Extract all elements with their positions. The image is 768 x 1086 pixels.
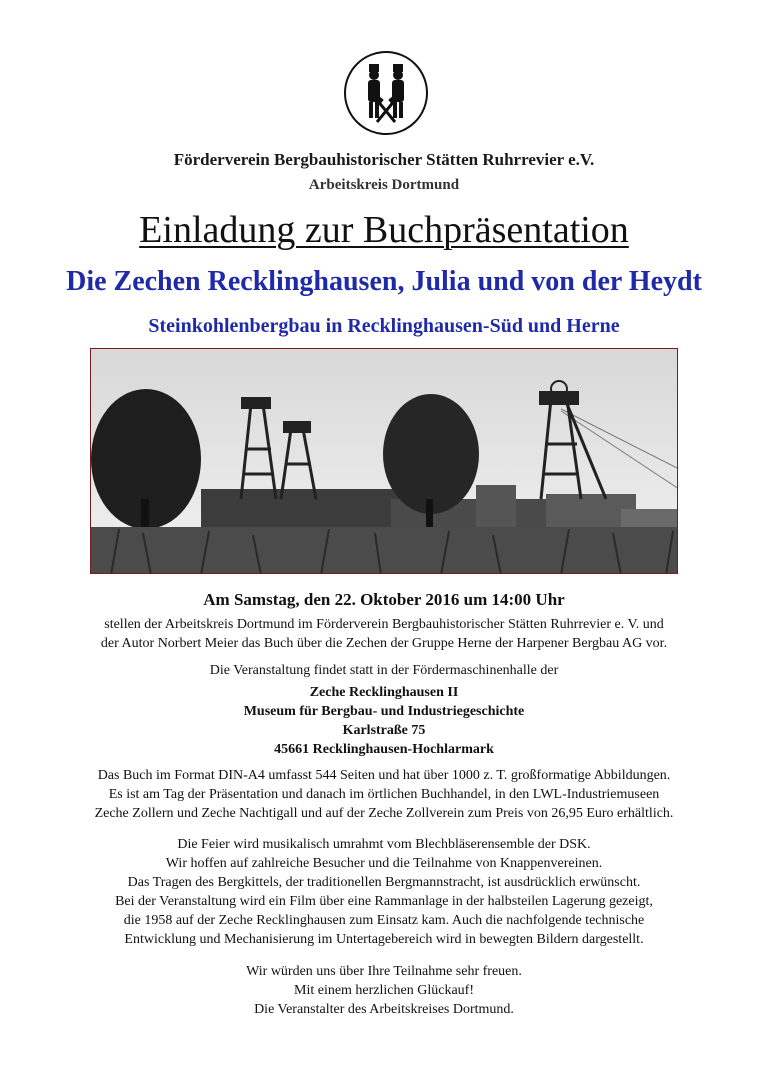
closing-line: Mit einem herzlichen Glückauf! bbox=[294, 983, 474, 998]
book-info-line: Das Buch im Format DIN-A4 umfasst 544 Seiten und hat über 1000 z. T. großformatige Abbildungen. bbox=[97, 768, 671, 783]
program-line: die 1958 auf der Zeche Recklinghausen zum Einsatz kam. Auch die nachfolgende technische bbox=[123, 913, 645, 928]
working-group-name: Arbeitskreis Dortmund bbox=[308, 177, 460, 193]
program-line: Die Feier wird musikalisch umrahmt vom Blechbläserensemble der DSK. bbox=[177, 837, 591, 852]
closing-remarks bbox=[0, 962, 768, 1019]
miners-emblem-icon bbox=[343, 50, 429, 136]
program-line: Entwicklung und Mechanisierung im Untertagebereich wird in bewegten Bildern dargestellt. bbox=[124, 932, 644, 947]
venue-intro: Die Veranstaltung findet statt in der Fördermaschinenhalle der bbox=[209, 663, 559, 678]
program-line: Das Tragen des Bergkittels, der traditionellen Bergmannstracht, ist ausdrücklich erwünscht. bbox=[127, 875, 641, 890]
program-line: Wir hoffen auf zahlreiche Besucher und die Teilnahme von Knappenvereinen. bbox=[165, 856, 603, 871]
venue-line: Karlstraße 75 bbox=[342, 723, 426, 738]
book-info-line: Zeche Zollern und Zeche Nachtigall und auf der Zeche Zollverein zum Preis von 26,95 Euro erhältlich. bbox=[94, 806, 674, 821]
venue-line: 45661 Recklinghausen-Hochlarmark bbox=[274, 742, 494, 757]
program-info bbox=[0, 835, 768, 949]
intro-line: der Autor Norbert Meier das Buch über die Zechen der Gruppe Herne der Harpener Bergbau AG vor. bbox=[100, 636, 668, 651]
venue-address bbox=[0, 683, 768, 759]
intro-line: stellen der Arbeitskreis Dortmund im Förderverein Bergbauhistorischer Stätten Ruhrrevier e. V. und bbox=[104, 617, 664, 632]
organization-name: Förderverein Bergbauhistorischer Stätten Ruhrrevier e.V. bbox=[173, 150, 595, 169]
page-title: Einladung zur Buchpräsentation bbox=[139, 209, 629, 251]
event-intro bbox=[0, 615, 768, 653]
book-subtitle: Steinkohlenbergbau in Recklinghausen-Süd und Herne bbox=[148, 315, 620, 337]
venue-line: Museum für Bergbau- und Industriegeschichte bbox=[243, 704, 525, 719]
book-title: Die Zechen Recklinghausen, Julia und von der Heydt bbox=[66, 266, 702, 297]
colliery-headframes-photo bbox=[90, 348, 678, 574]
closing-line: Wir würden uns über Ihre Teilnahme sehr freuen. bbox=[246, 964, 522, 979]
book-info bbox=[0, 766, 768, 823]
event-date: Am Samstag, den 22. Oktober 2016 um 14:00 Uhr bbox=[203, 590, 565, 609]
book-info-line: Es ist am Tag der Präsentation und danach im örtlichen Buchhandel, in den LWL-Industriemuseen bbox=[108, 787, 660, 802]
venue-line: Zeche Recklinghausen II bbox=[309, 685, 459, 700]
closing-line: Die Veranstalter des Arbeitskreises Dortmund. bbox=[254, 1002, 514, 1017]
program-line: Bei der Veranstaltung wird ein Film über eine Rammanlage in der halbsteilen Lagerung gezeigt, bbox=[115, 894, 653, 909]
